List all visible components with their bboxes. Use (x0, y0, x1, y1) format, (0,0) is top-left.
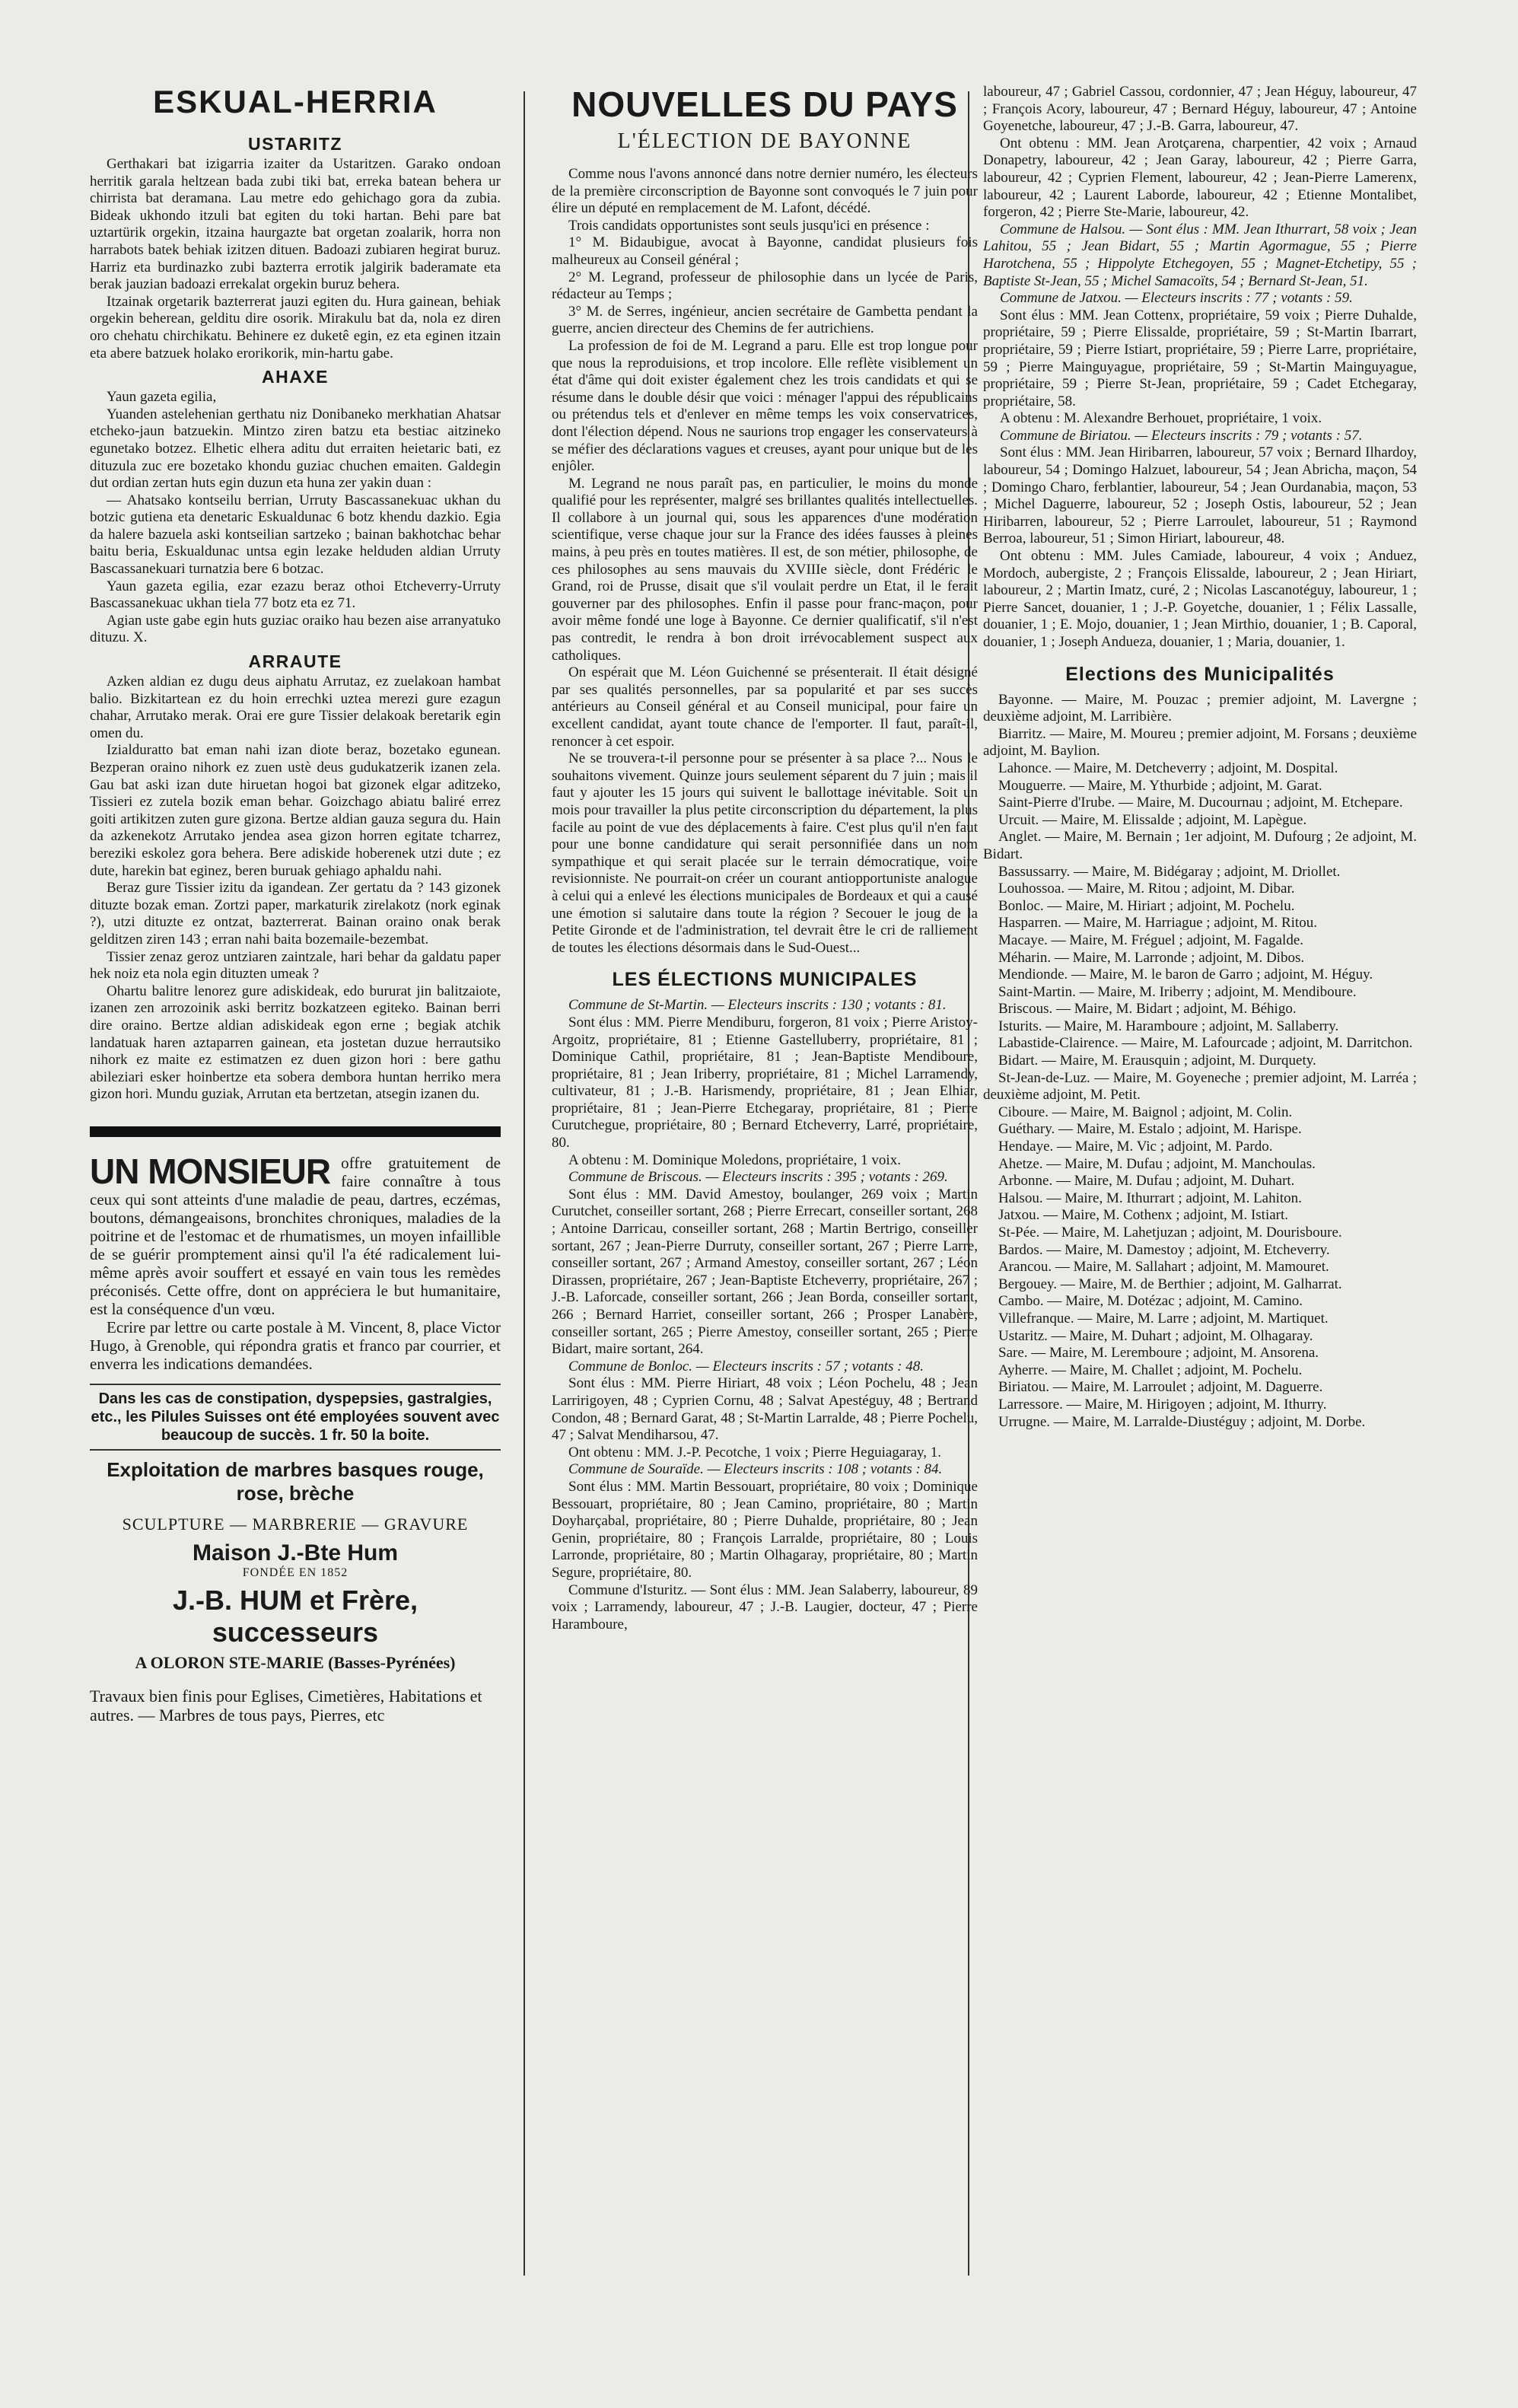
article-title: L'ÉLECTION DE BAYONNE (617, 129, 912, 153)
mayor-entry: Bassussarry. — Maire, M. Bidégaray ; adjoint, M. Driollet. (998, 863, 1341, 880)
advertisement-pilules: Dans les cas de constipation, dyspepsies, gastralgies, etc., les Pilules Suisses ont été employées souvent avec beaucoup de succès. 1 fr. 50 la boite. (90, 1384, 501, 1451)
mayor-entry: Hendaye. — Maire, M. Vic ; adjoint, M. Pardo. (998, 1139, 1273, 1155)
mayor-entry: Mendionde. — Maire, M. le baron de Garro ; adjoint, M. Héguy. (998, 967, 1373, 983)
ad-body: offre gratuitement de faire connaître à tous ceux qui sont atteints d'une maladie de peau, dartres, eczémas, boutons, démangeaisons, bronchites chroniques, maladies de la poitrine et de l'estomac et de rhumatismes, un moyen infaillible de se guérir promptement ainsi qu'il l'a été radicalement lui-même après avoir souffert et essayé en vain tous les remèdes préconisés. Cette offre, dont on appréciera le but humanitaire, est la conséquence d'un vœu. (90, 1153, 501, 1318)
mayor-entry: Anglet. — Maire, M. Bernain ; 1er adjoint, M. Dufourg ; 2e adjoint, M. Bidart. (983, 829, 1417, 862)
article-paragraph: 3° M. de Serres, ingénieur, ancien secrétaire de Gambetta pendant la guerre, ancien directeur des Chemins de fer autrichiens. (552, 303, 978, 337)
results-paragraph: Sont élus : MM. Jean Hiribarren, laboureur, 57 voix ; Bernard Ilhardoy, laboureur, 54 ; Domingo Halzuet, laboureur, 54 ; Jean Abricha, maçon, 54 ; Domingo Charo, ferblantier, laboureur, 54 ; Jean Ourdanabia, maçon, 53 ; Michel Daguerre, laboureur, 52 ; Joseph Ostis, laboureur, 52 ; Jean Hiribarren, laboureur, 52 ; Pierre Larroulet, laboureur, 51 ; Raymond Berroa, laboureur, 51 ; Simon Hiriart, laboureur, 48. (983, 444, 1417, 547)
commune-header: Commune de Halsou. — Sont élus : MM. Jean Ithurrart, 58 voix ; Jean Lahitou, 55 ; Jean Bidart, 55 ; Martin Agormague, 55 ; Pierre Harotchena, 55 ; Hippolyte Etchegoyen, 55 ; Magnet-Etchetipy, 55 ; Baptiste St-Jean, 55 ; Michel Samacoïts, 54 ; Bernard St-Jean, 51. (983, 221, 1417, 289)
mayor-entry: Arbonne. — Maire, M. Dufau ; adjoint, M. Duhart. (998, 1173, 1295, 1190)
ad-body-2: Ecrire par lettre ou carte postale à M. Vincent, 8, place Victor Hugo, à Grenoble, qui répondra gratis et franco par courrier, et enverra les indications demandées. (90, 1317, 501, 1373)
commune-header: Commune de Biriatou. — Electeurs inscrits : 79 ; votants : 57. (1000, 427, 1363, 444)
mayor-entry: Guéthary. — Maire, M. Estalo ; adjoint, M. Harispe. (998, 1121, 1302, 1138)
village-heading-ustaritz: USTARITZ (247, 134, 342, 154)
village-heading-arraute: ARRAUTE (248, 651, 342, 672)
article-paragraph: On espérait que M. Léon Guichenné se présenterait. Il était désigné par ses qualités personnelles, par sa popularité et par ses succès antérieurs au Conseil général et au Conseil municipal, pour faire un excellent candidat, ayant toute chance de l'emporter. Il faut, paraît-il, renoncer à cet espoir. (552, 664, 978, 750)
commune-header: Commune de Bonloc. — Electeurs inscrits : 57 ; votants : 48. (568, 1358, 924, 1374)
separator-bar (90, 1126, 501, 1137)
ad-line: Exploitation de marbres basques rouge, rose, brèche (107, 1457, 484, 1505)
article-paragraph: Izialduratto bat eman nahi izan diote beraz, bozetako egunean. Bezperan oraino nihork ez zuen ustè deus gudukatzerik izanen zela. Gau bat aski izan dute hiruetan hogoi bat gizonek elgar aditzeko, Tissieri ez zutela bozik eman behar. Goizchago abiatu baliré errez goiti artikitzen zuten gure gizona. Bertze aldian gauza segura du. Hain da azkenekotz Arrutako jendea asea gizon horren egitate tcharrez, bereziki eskolez gora behera. Bere adiskide hoberenek utzi dute ; ez dute, harekin bat eginez, beren buruak gehiago aphaldu nahi. (90, 742, 501, 879)
mayor-entry: Ayherre. — Maire, M. Challet ; adjoint, M. Pochelu. (998, 1362, 1303, 1378)
advertisement-marbrerie (90, 1458, 501, 1725)
results-paragraph: laboureur, 47 ; Gabriel Cassou, cordonnier, 47 ; Jean Héguy, laboureur, 47 ; François Acory, laboureur, 47 ; Bernard Héguy, laboureur, 47 ; Antoine Goyenetche, laboureur, 47 ; J.-B. Garra, laboureur, 47. (983, 84, 1417, 135)
ad-line: Maison J.-Bte Hum (192, 1540, 399, 1566)
article-paragraph: Yaun gazeta egilia, (107, 389, 217, 406)
mayor-entry: Ciboure. — Maire, M. Baignol ; adjoint, M. Colin. (998, 1104, 1293, 1120)
article-paragraph: M. Legrand ne nous paraît pas, en particulier, le moins du monde qualifié pour les représenter, malgré ses brillantes qualités intellectuelles. Il collabore à un journal qui, sous les apparences d'une modération scientifique, verse chaque jour sur la France des idées fausses à pleines mains, à peu près en toutes matières. Il est, de son métier, philosophe, de ces philosophes au sens mauvais du XVIIIe siècle, dont Frédéric le Grand, roi de Prusse, disait que s'il voulait perdre un Etat, il le ferait gouverner par des philosophes. Enfin il passe pour franc-maçon, pour avoir même fondé une loge à Bayonne. Ce dernier qualificatif, s'il n'est pas contredit, le rendra à bon droit irrévocablement suspect aux catholiques. (552, 475, 978, 664)
column-divider-1 (524, 91, 525, 2276)
article-paragraph: Gerthakari bat izigarria izaiter da Ustaritzen. Garako ondoan herritik garala heltzean bada zubi tiki bat, erreka batean behera ur chirrista bat deramana. Lau metre edo gehichago gora da zubia. Bideak ukhondo itzuli bat egiten du toki hartan. Behi pare bat uztartürik orgekin, itzaina haurgazte bat orgetan zoalarik, horra non harrabots batek behiak izitzen dituen. Badoazi zubiaren hegirat buruz. Harriz eta burdinazko zubi bazterra errotik jalgirik baderamate eta berak jauzian badoazi errekalat orgekin buruz behera. (90, 156, 501, 293)
mayor-entry: Jatxou. — Maire, M. Cothenx ; adjoint, M. Istiart. (998, 1207, 1289, 1224)
column-nouvelles (552, 84, 978, 2276)
results-paragraph: Sont élus : MM. David Amestoy, boulanger, 269 voix ; Martin Curutchet, conseiller sortant, 268 ; Pierre Errecart, conseiller sortant, 268 ; Antoine Darricau, conseiller sortant, 268 ; Martin Bertrigo, conseiller sortant, 267 ; Jean-Pierre Durruty, conseiller sortant, 267 ; Pierre Larre, conseiller sortant, 267 ; Armand Amestoy, conseiller sortant, 267 ; Léon Dirassen, propriétaire, 267 ; Jean-Baptiste Etcheverry, propriétaire, 267 ; J.-B. Laforcade, conseiller sortant, 266 ; Jean Borda, conseiller sortant, 266 ; Bernard Harriet, conseiller sortant, 266 ; Prosper Lanabère, conseiller sortant, 265 ; Pierre Amestoy, conseiller sortant, 265 ; Pierre Bidart, maire sortant, 264. (552, 1186, 978, 1358)
article-paragraph: — Ahatsako kontseilu berrian, Urruty Bascassanekuac ukhan du botzic gutiena eta denetaric Eskualdunac 6 botz khendu dazkio. Egia da halere bazuela aski kontseilian sartzeko ; bainan bakhotchac behar baitu beria, Eskualdunac untsa egin lezake helduden aldian Urruty Bascassanekuari turnatzia bere 6 botzac. (90, 492, 501, 578)
article-paragraph: Ohartu balitre lenorez gure adiskideak, edo bururat jin balitzaiote, izanen zen arrozoinik aski berritz bozkatzeen egiteko. Bainan berri dire oraino. Bertze aldian adiskideak egon erne ; begiak atchik landatuak haren aztaparren gainean, eta jostetan duzue herrautsiko nihork ez maite ez estimatzen ez duen gizon hori : bere gathu abileziari esker hoinbertze eta sobera dembora huntan herriko mera gizon hori. Mundu guziak, Arrutan eta bertzetan, atsegin izanen du. (90, 983, 501, 1103)
mayor-entry: Mouguerre. — Maire, M. Ythurbide ; adjoint, M. Garat. (998, 777, 1322, 794)
mayor-entry: Bergouey. — Maire, M. de Berthier ; adjoint, M. Galharrat. (998, 1276, 1342, 1292)
section-title-municipalites: Elections des Municipalités (1065, 663, 1335, 685)
ad-line: A OLORON STE-MARIE (Basses-Pyrénées) (135, 1652, 456, 1672)
ad-line: SCULPTURE — MARBRERIE — GRAVURE (122, 1514, 469, 1534)
commune-header: Commune de Briscous. — Electeurs inscrits : 395 ; votants : 269. (568, 1169, 948, 1186)
article-paragraph: La profession de foi de M. Legrand a paru. Elle est trop longue pour que nous la reproduisions, et trop incolore. Elle reflète visiblement un état d'âme qui doit exister également chez les trois candidats et qui se résume dans le double désir que voici : ménager l'appui des républicains ou prétendus tels et d'enlever en même temps les voix conservatrices, dont l'élection dépend. Nous ne saurions trop engager les conservateurs à se méfier des déclarations vagues et creuses, ayant pour unique but de les enjôler. (552, 337, 978, 475)
mayor-entry: Ahetze. — Maire, M. Dufau ; adjoint, M. Manchoulas. (998, 1155, 1316, 1172)
column-eskual-herria (90, 84, 501, 2276)
mayor-entry: Briscous. — Maire, M. Bidart ; adjoint, M. Béhigo. (998, 1001, 1297, 1018)
mayor-entry: Larressore. — Maire, M. Hirigoyen ; adjoint, M. Ithurry. (998, 1396, 1327, 1413)
mayor-entry: Arancou. — Maire, M. Sallahart ; adjoint, M. Mamouret. (998, 1259, 1329, 1276)
mayor-entry: Halsou. — Maire, M. Ithurrart ; adjoint, M. Lahiton. (998, 1190, 1302, 1206)
mayor-entry: St-Pée. — Maire, M. Lahetjuzan ; adjoint, M. Dourisboure. (998, 1225, 1342, 1241)
article-paragraph: 2° M. Legrand, professeur de philosophie dans un lycée de Paris, rédacteur au Temps ; (552, 269, 978, 303)
results-paragraph: A obtenu : M. Alexandre Berhouet, propriétaire, 1 voix. (1000, 410, 1322, 427)
ad-line: Travaux bien finis pour Eglises, Cimetières, Habitations et autres. — Marbres de tous pays, Pierres, etc (90, 1686, 482, 1725)
mayor-list (983, 692, 1417, 1432)
mayor-entry: Saint-Martin. — Maire, M. Iriberry ; adjoint, M. Mendiboure. (998, 983, 1357, 1000)
mayor-entry: St-Jean-de-Luz. — Maire, M. Goyeneche ; premier adjoint, M. Larréa ; deuxième adjoint, M. Petit. (983, 1069, 1417, 1104)
mayor-entry: Macaye. — Maire, M. Fréguel ; adjoint, M. Fagalde. (998, 932, 1304, 948)
mayor-entry: Ustaritz. — Maire, M. Duhart ; adjoint, M. Olhagaray. (998, 1327, 1313, 1344)
mayor-entry: Sare. — Maire, M. Leremboure ; adjoint, M. Ansorena. (998, 1345, 1319, 1362)
mayor-entry: Labastide-Clairence. — Maire, M. Lafourcade ; adjoint, M. Darritchon. (998, 1035, 1413, 1052)
mayor-entry: Méharin. — Maire, M. Larronde ; adjoint, M. Dibos. (998, 949, 1305, 966)
article-paragraph: Trois candidats opportunistes sont seuls jusqu'ici en présence : (568, 217, 930, 234)
commune-header: Commune d'Isturitz. — Sont élus : MM. Jean Salaberry, laboureur, 89 voix ; Larramendy, laboureur, 47 ; J.-B. Laugier, docteur, 47 ; Pierre Haramboure, (552, 1581, 978, 1632)
commune-header: Commune de Souraïde. — Electeurs inscrits : 108 ; votants : 84. (568, 1461, 943, 1478)
mayor-entry: Cambo. — Maire, M. Dotézac ; adjoint, M. Camino. (998, 1293, 1303, 1310)
section-title-eskual-herria: ESKUAL-HERRIA (153, 84, 438, 119)
mayor-entry: Urcuit. — Maire, M. Elissalde ; adjoint, M. Lapègue. (998, 811, 1307, 828)
mayor-entry: Louhossoa. — Maire, M. Ritou ; adjoint, M. Dibar. (998, 881, 1295, 897)
article-text: Agian uste gabe egin huts guziac oraiko hau bezen aise arranyatuko dituzu. (90, 612, 501, 646)
mayor-entry: Bidart. — Maire, M. Erausquin ; adjoint, M. Durquety. (998, 1053, 1316, 1069)
results-paragraph: Ont obtenu : MM. J.-P. Pecotche, 1 voix ; Pierre Heguiagaray, 1. (568, 1444, 942, 1460)
mayor-entry: Villefranque. — Maire, M. Larre ; adjoint, M. Martiquet. (998, 1310, 1329, 1327)
commune-header: Commune de Jatxou. — Electeurs inscrits : 77 ; votants : 59. (1000, 290, 1353, 307)
ad-headline: UN MONSIEUR (90, 1151, 331, 1191)
article-paragraph: Comme nous l'avons annoncé dans notre dernier numéro, les électeurs de la première circonscription de Bayonne sont convoqués le 7 juin pour élire un député en remplacement de M. Lafont, décédé. (552, 166, 978, 217)
results-paragraph: Sont élus : MM. Pierre Hiriart, 48 voix ; Léon Pochelu, 48 ; Jean Larririgoyen, 48 ; Cyprien Cornu, 48 ; Salvat Apestéguy, 48 ; Bertrand Condon, 48 ; Bernard Garat, 48 ; St-Martin Larralde, 48 ; Pierre Pochelu, 47 ; Salvat Mendiharsou, 47. (552, 1375, 978, 1444)
results-paragraph: Sont élus : MM. Martin Bessouart, propriétaire, 80 voix ; Dominique Bessouart, propriétaire, 80 ; Jean Camino, propriétaire, 80 ; Martin Doyharçabal, propriétaire, 80 ; Pierre Duhalde, propriétaire, 80 ; Jean Genin, propriétaire, 80 ; François Larralde, propriétaire, 80 ; Louis Larronde, propriétaire, 80 ; Martin Olhagaray, propriétaire, 80 ; Martin Segure, propriétaire, 80. (552, 1478, 978, 1581)
village-heading-ahaxe: AHAXE (261, 367, 329, 387)
article-paragraph: Itzainak orgetarik bazterrerat jauzi egiten du. Hura gainean, behiak orgekin beherean, gelditu dire osorik. Mirakulu bat da, nola ez diren oro chehatu chirchikatu. Behinere ez duketê egin, ez eta eginen itzain eta abere batzuek holako erorikorik, min-hartu gabe. (90, 293, 501, 362)
results-paragraph: Ont obtenu : MM. Jean Arotçarena, charpentier, 42 voix ; Arnaud Donapetry, laboureur, 42 ; Jean Garay, laboureur, 42 ; Pierre Garra, laboureur, 42 ; Cyprien Flement, laboureur, 42 ; Jean-Pierre Lamerenx, laboureur, 42 ; Laurent Laborde, laboureur, 42 ; Etienne Montalibet, forgeron, 42 ; Pierre Ste-Marie, laboureur, 42. (983, 135, 1417, 221)
mayor-entry: Biarritz. — Maire, M. Moureu ; premier adjoint, M. Forsans ; deuxième adjoint, M. Baylion. (983, 725, 1417, 760)
commune-header: Commune de St-Martin. — Electeurs inscrits : 130 ; votants : 81. (568, 997, 947, 1014)
mayor-entry: Bardos. — Maire, M. Damestoy ; adjoint, M. Etcheverry. (998, 1241, 1330, 1258)
advertisement-monsieur (90, 1151, 501, 1373)
section-title-municipales: LES ÉLECTIONS MUNICIPALES (612, 969, 918, 991)
results-paragraph: Sont élus : MM. Pierre Mendiburu, forgeron, 81 voix ; Pierre Aristoy-Argoitz, propriétaire, 81 ; Etienne Gastelluberry, propriétaire, 81 ; Dominique Cathil, propriétaire, 81 ; Jean-Baptiste Mendiboure, propriétaire, 81 ; Jean Iriberry, propriétaire, 81 ; Michel Larramendy, cultivateur, 81 ; J.-B. Harismendy, propriétaire, 81 ; Jean Elhiar, propriétaire, 81 ; Jean-Pierre Etchegaray, propriétaire, 81 ; Pierre Curutchegue, propriétaire, 80 ; Bernard Etcheverry, Larré, propriétaire, 80. (552, 1014, 978, 1151)
mayor-entry: Isturits. — Maire, M. Haramboure ; adjoint, M. Sallaberry. (998, 1018, 1339, 1034)
results-paragraph: Sont élus : MM. Jean Cottenx, propriétaire, 59 voix ; Pierre Duhalde, propriétaire, 59 ; Pierre Elissalde, propriétaire, 59 ; St-Martin Ibarrart, propriétaire, 59 ; Pierre Istiart, propriétaire, 59 ; Pierre Larre, propriétaire, 59 ; Pierre Mainguyague, propriétaire, 59 ; St-Martin Mainguyague, propriétaire, 59 ; Pierre St-Jean, propriétaire, 59 ; Cadet Etchegaray, propriétaire, 58. (983, 307, 1417, 409)
results-paragraph: Ont obtenu : MM. Jules Camiade, laboureur, 4 voix ; Anduez, Mordoch, aubergiste, 2 ; François Elissalde, laboureur, 2 ; Jean Hiriart, laboureur, 2 ; Martin Imatz, curé, 2 ; Nicolas Lascanotéguy, laboureur, 1 ; Pierre Sancet, douanier, 1 ; J.-P. Goyetche, douanier, 1 ; Félix Lassalle, douanier, 1 ; E. Mojo, douanier, 1 ; Jean Mirthio, douanier, 1 ; B. Caporal, douanier, 1 ; Joseph Andueza, douanier, 1 ; Maria, douanier, 1. (983, 548, 1417, 650)
signature: X. (133, 629, 148, 646)
mayor-entry: Lahonce. — Maire, M. Detcheverry ; adjoint, M. Dospital. (998, 760, 1338, 776)
mayor-entry: Hasparren. — Maire, M. Harriague ; adjoint, M. Ritou. (998, 915, 1317, 932)
article-paragraph: Tissier zenaz geroz untziaren zaintzale, hari behar da galdatu paper hek noiz eta nola egin dituzten umeak ? (90, 948, 501, 983)
mayor-entry: Saint-Pierre d'Irube. — Maire, M. Ducournau ; adjoint, M. Etchepare. (998, 795, 1403, 811)
article-paragraph: Yuanden astelehenian gerthatu niz Donibaneko merkhatian Ahatsar etcheko-jaun batzuekin. Mintzo ziren batzu eta bestiac aitzineko egunetako botzez. Elhetic elhera aditu dut erraiten heietaric bati, ez dituzula zuc ere bozetako khondu guziac chuchen emaiten. Galdegin dut ordian zertan huts egin duzun eta huna zer yakin duan : (90, 406, 501, 492)
article-paragraph: Beraz gure Tissier izitu da igandean. Zer gertatu da ? 143 gizonek dituzte bozak eman. Zortzi paper, markaturik zirelakotz (nork eginak ?), utzi dituzte ez ontzat, bazterrerat. Bainan oraino onak berak gelditzen ziren 143 ; erran nahi baita bozemaile-bezembat. (90, 880, 501, 948)
article-paragraph: 1° M. Bidaubigue, avocat à Bayonne, candidat plusieurs fois malheureux au Conseil général ; (552, 234, 978, 268)
mayor-entry: Bonloc. — Maire, M. Hiriart ; adjoint, M. Pochelu. (998, 897, 1295, 914)
mayor-entry: Urrugne. — Maire, M. Larralde-Diustéguy ; adjoint, M. Dorbe. (998, 1413, 1366, 1430)
ad-line: J.-B. HUM et Frère, successeurs (172, 1584, 418, 1648)
article-paragraph: Yaun gazeta egilia, ezar ezazu beraz othoi Etcheverry-Urruty Bascassanekuac ukhan tiela 77 botz eta ez 71. (90, 578, 501, 612)
mayor-entry: Bayonne. — Maire, M. Pouzac ; premier adjoint, M. Lavergne ; deuxième adjoint, M. Larribière. (983, 691, 1417, 725)
column-elections (983, 84, 1417, 2276)
results-paragraph: A obtenu : M. Dominique Moledons, propriétaire, 1 voix. (568, 1151, 901, 1168)
ad-line: FONDÉE EN 1852 (242, 1566, 348, 1579)
mayor-entry: Biriatou. — Maire, M. Larroulet ; adjoint, M. Daguerre. (998, 1379, 1323, 1396)
section-title-nouvelles: NOUVELLES DU PAYS (571, 84, 958, 124)
article-paragraph: Ne se trouvera-t-il personne pour se présenter à sa place ?... Nous le souhaitons vivement. Quinze jours seulement séparent du 7 juin ; mais il faut y ajouter les 15 jours qui suivent le ballottage inévitable. Soit un mois pour travailler la plus petite circonscription du département, la plus facile au point de vue des déplacements à faire. C'est plus qu'il n'en faut pour une bonne candidature qui serait personnifiée dans un nom sympathique et qui serait placée sur le terrain démocratique, voire revisionniste. Ne pourrait-on créer un courant antiopportuniste analogue à celui qui a enlevé les élections municipales de Bordeaux et qui a causé une émotion si salutaire dans toute la région ? Secouer le joug de la Petite Gironde et de l'administration, tel devrait être le cri de ralliement de toutes les élections désormais dans le Sud-Ouest... (552, 750, 978, 956)
article-paragraph: Azken aldian ez dugu deus aiphatu Arrutaz, ez zuelakoan hambat balio. Bizkitartean ez du hoin errechki uztea merezi gure ezagun chahar, Arrutako merak. Orai ere gure Tissier delakoak beretarik egin omen du. (90, 674, 501, 741)
article-paragraph (90, 613, 501, 647)
